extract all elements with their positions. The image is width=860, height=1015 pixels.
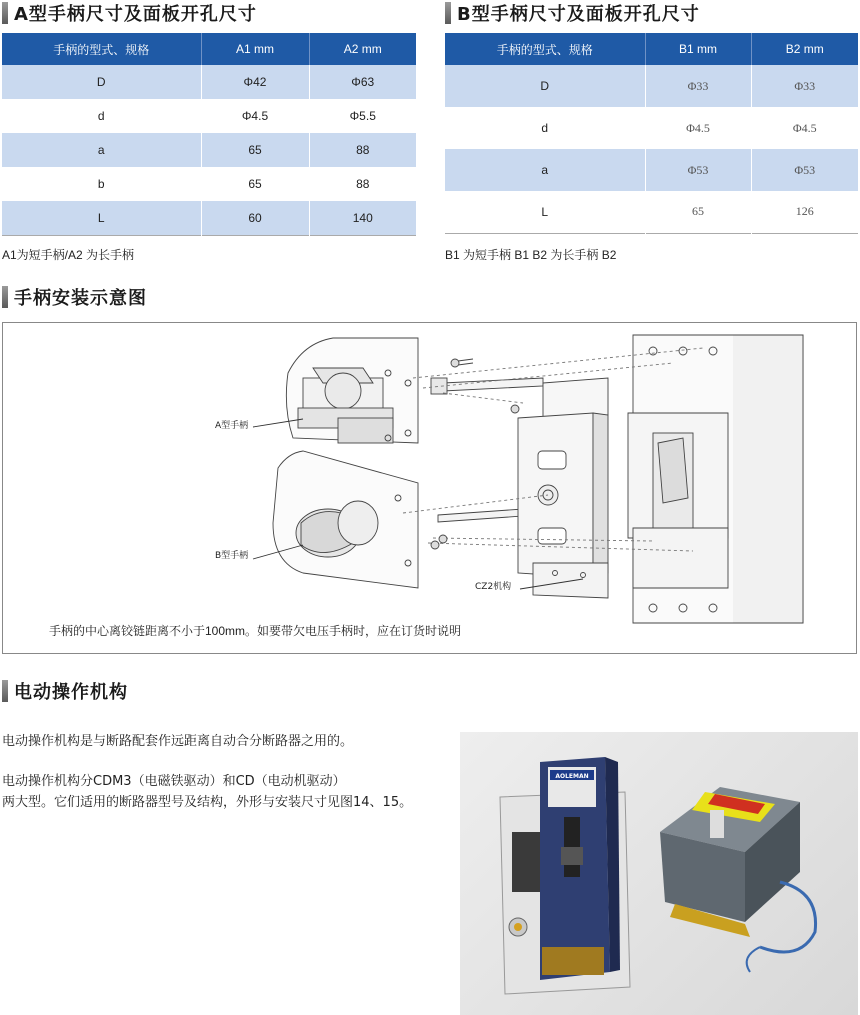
table-cell: Φ4.5 — [645, 107, 751, 149]
table-cell: Φ42 — [201, 65, 309, 99]
table-row — [445, 191, 858, 233]
electric-paragraph-1: 电动操作机构是与断路配套作远距离自动合分断路器之用的。 — [2, 734, 354, 749]
section-a-title-text: A型手柄尺寸及面板开孔尺寸 — [14, 4, 257, 25]
table-cell: D — [445, 65, 645, 107]
table-row — [445, 149, 858, 191]
table-cell: 65 — [201, 133, 309, 167]
section-b-title-text: B型手柄尺寸及面板开孔尺寸 — [457, 4, 700, 25]
table-row — [2, 65, 416, 99]
section-marker — [2, 2, 8, 24]
table-cell: Φ33 — [645, 65, 751, 107]
product-photo — [460, 732, 858, 1015]
table-b-header-type: 手柄的型式、规格 — [445, 33, 645, 65]
table-cell: 88 — [309, 133, 416, 167]
table-cell: Φ4.5 — [751, 107, 858, 149]
table-row — [2, 99, 416, 133]
table-cell: Φ63 — [309, 65, 416, 99]
electric-title-text: 电动操作机构 — [14, 682, 128, 703]
table-cell: d — [445, 107, 645, 149]
table-cell: D — [2, 65, 201, 99]
table-b-header-b1: B1 mm — [645, 33, 751, 65]
electric-paragraph-2-line-2: 两大型。它们适用的断路器型号及结构，外形与安装尺寸见图14、15。 — [2, 795, 413, 810]
section-b-title — [445, 0, 700, 26]
table-b-note: B1 为短手柄 B1 B2 为长手柄 B2 — [445, 248, 617, 262]
table-cell: 65 — [645, 191, 751, 233]
table-cell: L — [445, 191, 645, 233]
table-a-header-a2: A2 mm — [309, 33, 416, 65]
table-cell: d — [2, 99, 201, 133]
table-cell: Φ33 — [751, 65, 858, 107]
table-b-header-b2: B2 mm — [751, 33, 858, 65]
table-cell: Φ53 — [645, 149, 751, 191]
photo-brand-label: AOLEMAN — [555, 773, 589, 780]
table-cell: 126 — [751, 191, 858, 233]
product-photo-drawing — [460, 732, 858, 1015]
table-cell: Φ5.5 — [309, 99, 416, 133]
table-cell: Φ4.5 — [201, 99, 309, 133]
installation-drawing — [3, 323, 858, 655]
table-cell: a — [445, 149, 645, 191]
installation-diagram — [2, 322, 857, 654]
section-marker — [2, 680, 8, 702]
table-a-note: A1为短手柄/A2 为长手柄 — [2, 248, 135, 262]
table-cell: b — [2, 167, 201, 201]
table-cell: 65 — [201, 167, 309, 201]
table-cell: 88 — [309, 167, 416, 201]
table-cell: 140 — [309, 201, 416, 235]
install-note: 手柄的中心离铰链距离不小于100mm。如要带欠电压手柄时，应在订货时说明 — [49, 624, 462, 638]
label-b-handle: B型手柄 — [215, 551, 249, 561]
section-marker — [445, 2, 451, 24]
section-a-title — [2, 0, 257, 26]
table-header-row — [445, 33, 858, 65]
table-a — [2, 33, 416, 236]
table-cell: Φ53 — [751, 149, 858, 191]
table-cell: 60 — [201, 201, 309, 235]
table-header-row — [2, 33, 416, 65]
electric-title — [2, 678, 128, 704]
table-cell: a — [2, 133, 201, 167]
table-cell: L — [2, 201, 201, 235]
table-row — [2, 133, 416, 167]
label-cz2: CZ2机构 — [475, 582, 512, 592]
table-row — [2, 201, 416, 235]
install-title — [2, 284, 147, 310]
table-b — [445, 33, 858, 234]
table-a-header-a1: A1 mm — [201, 33, 309, 65]
section-marker — [2, 286, 8, 308]
table-a-header-type: 手柄的型式、规格 — [2, 33, 201, 65]
table-row — [2, 167, 416, 201]
install-title-text: 手柄安装示意图 — [14, 288, 147, 309]
electric-paragraph-2-line-1: 电动操作机构分CDM3（电磁铁驱动）和CD（电动机驱动） — [2, 774, 346, 789]
table-row — [445, 107, 858, 149]
label-a-handle: A型手柄 — [215, 421, 249, 431]
table-row — [445, 65, 858, 107]
